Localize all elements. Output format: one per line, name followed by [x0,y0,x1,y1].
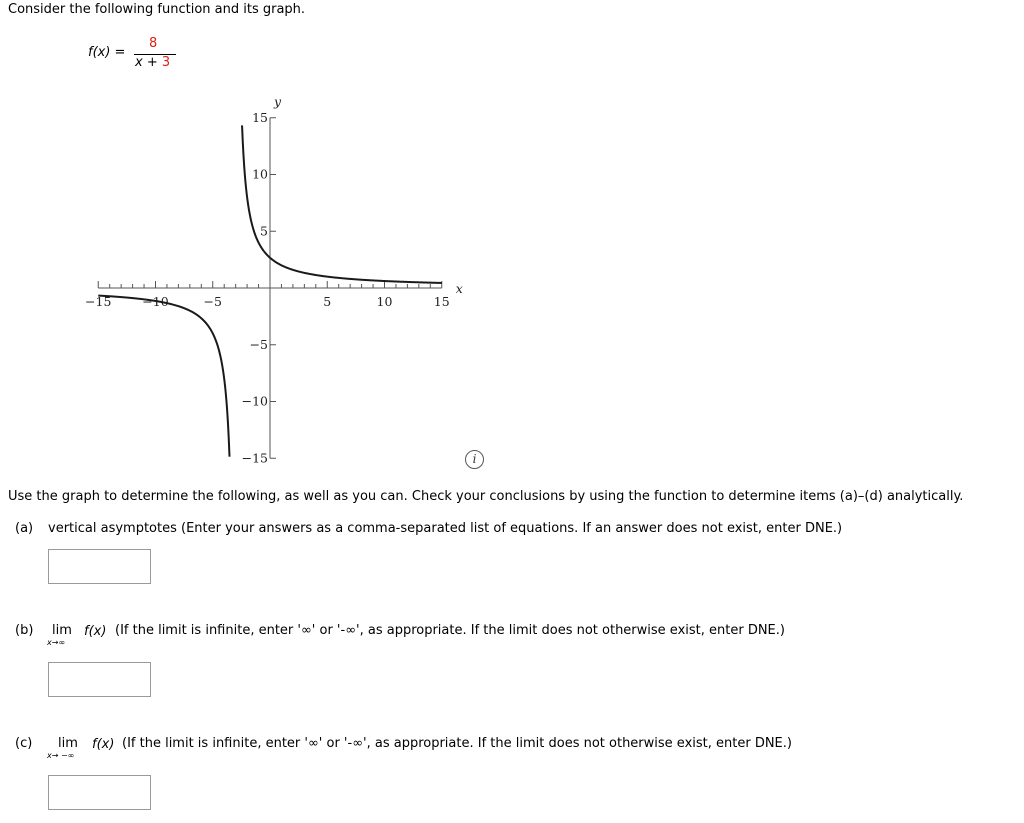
part-a-answer-input[interactable] [48,549,151,584]
part-a-label: (a) [15,521,34,536]
function-lhs: f(x) = [88,45,126,60]
limit-subscript: x→ −∞ [47,751,75,760]
tick-labels [85,94,463,466]
instructions-text: Use the graph to determine the following, as well as you can. Check your conclusions by using the function to determine items (a)–(d) analytically. [8,489,964,504]
part-c-answer-input[interactable] [48,775,151,810]
y-tick-label: −10 [241,393,268,409]
part-c-text: (If the limit is infinite, enter '∞' or '-∞', as appropriate. If the limit does not otherwise exist, enter DNE.) [122,736,792,751]
y-tick-label: 5 [260,223,268,239]
limit-word: lim [52,623,72,638]
x-tick-label: −15 [85,294,112,309]
part-b-fx: f(x) [84,624,107,639]
x-tick-label: −10 [142,294,169,309]
part-a-text: vertical asymptotes (Enter your answers as a comma-separated list of equations. If an answer does not exist, enter DNE.) [48,521,843,536]
x-axis-label: x [455,281,463,296]
y-tick-label: −15 [241,450,268,466]
x-tick-label: 10 [376,294,393,309]
function-numerator: 8 [149,36,158,51]
y-tick-label: 15 [252,109,268,125]
limit-subscript: x→∞ [47,638,66,647]
curve-left-branch [98,296,229,457]
x-tick-label: 5 [323,294,332,309]
function-graph [80,90,480,470]
y-tick-label: −5 [249,336,268,352]
function-definition [88,36,188,72]
limit-word: lim [58,736,78,751]
y-tick-label: 10 [252,166,268,182]
axes [98,118,442,459]
part-c-fx: f(x) [92,737,115,752]
x-tick-label: −5 [203,294,222,309]
part-b-text: (If the limit is infinite, enter '∞' or '-∞', as appropriate. If the limit does not otherwise exist, enter DNE.) [115,623,785,638]
intro-text: Consider the following function and its graph. [8,2,306,17]
y-axis-label: y [274,93,282,109]
part-b-answer-input[interactable] [48,662,151,697]
part-c-label: (c) [15,736,33,751]
function-denominator: x + 3 [135,55,171,70]
part-b-label: (b) [15,623,34,638]
curve-right-branch [242,125,442,283]
x-tick-label: 15 [433,294,450,309]
info-icon[interactable]: i [465,450,484,469]
